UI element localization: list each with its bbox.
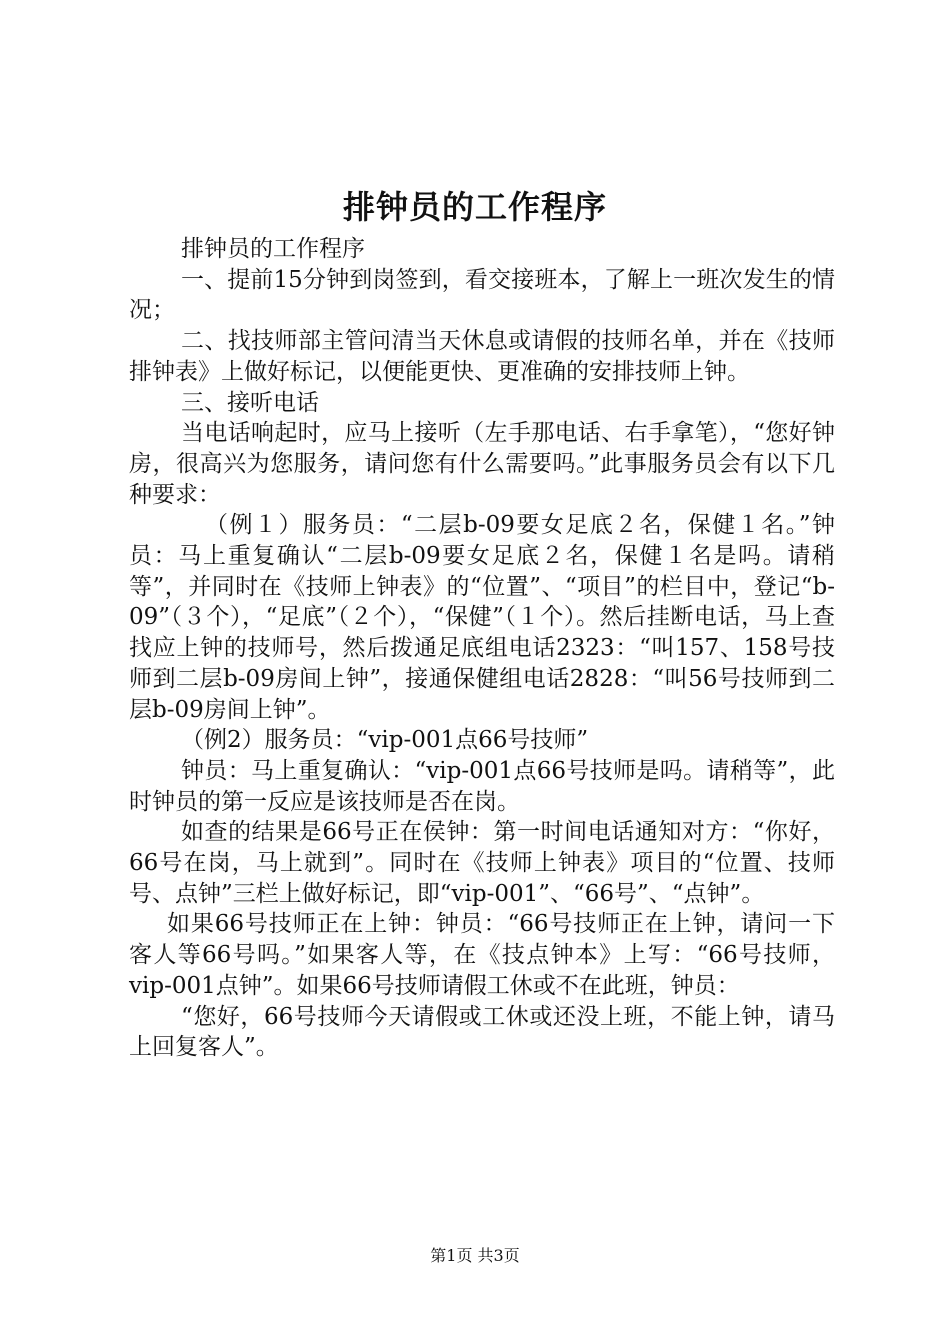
paragraph-absent: “您好，66号技师今天请假或工休或还没上班，不能上钟，请马上回复客人”。: [129, 1003, 835, 1061]
document-title: 排钟员的工作程序: [342, 188, 607, 226]
paragraph-example-1: （例１）服务员：“二层b-09要女足底２名，保健１名。”钟员：马上重复确认“二层b-09要女足底２名，保健１名是吗。请稍等”，并同时在《技师上钟表》的“位置”、“项目”的栏目中，登记“b-09”（３个），“足底”（２个），“保健”（１个）。然后挂断电话，马上查找应上钟的技师号，然后拨通足底组电话2323：“叫157、158号技师到二层b-09房间上钟”，接通保健组电话2828：“叫56号技师到二层b-09房间上钟”。: [129, 512, 835, 723]
paragraph-confirm: 钟员：马上重复确认：“vip-001点66号技师是吗。请稍等”，此时钟员的第一反应是该技师是否在岗。: [129, 757, 835, 815]
document-body: [129, 234, 835, 1063]
paragraph-step-1: 一、提前15分钟到岗签到，看交接班本，了解上一班次发生的情况；: [129, 266, 835, 324]
paragraph-busy: 如果66号技师正在上钟：钟员：“66号技师正在上钟，请问一下客人等66号吗。”如果客人等，在《技点钟本》上写：“66号技师，vip-001点钟”。如果66号技师请假工休或不在此班，钟员：: [129, 911, 835, 999]
paragraph-answer-phone: 当电话响起时，应马上接听（左手那电话、右手拿笔），“您好钟房，很高兴为您服务，请问您有什么需要吗。”此事服务员会有以下几种要求：: [129, 420, 835, 508]
paragraph-on-duty: 如查的结果是66号正在侯钟：第一时间电话通知对方：“你好，66号在岗，马上就到”。同时在《技师上钟表》项目的“位置、技师号、点钟”三栏上做好标记，即“vip-001”、“66号”、“点钟”。: [129, 819, 835, 907]
paragraph-heading: 排钟员的工作程序: [181, 236, 365, 262]
paragraph-step-2: 二、找技师部主管问清当天休息或请假的技师名单，并在《技师排钟表》上做好标记，以便能更快、更准确的安排技师上钟。: [129, 328, 835, 385]
page-number: 第1页 共3页: [430, 1246, 520, 1265]
paragraph-step-3: 三、接听电话: [181, 389, 319, 416]
paragraph-example-2: （例2）服务员：“vip-001点66号技师”: [181, 727, 589, 754]
